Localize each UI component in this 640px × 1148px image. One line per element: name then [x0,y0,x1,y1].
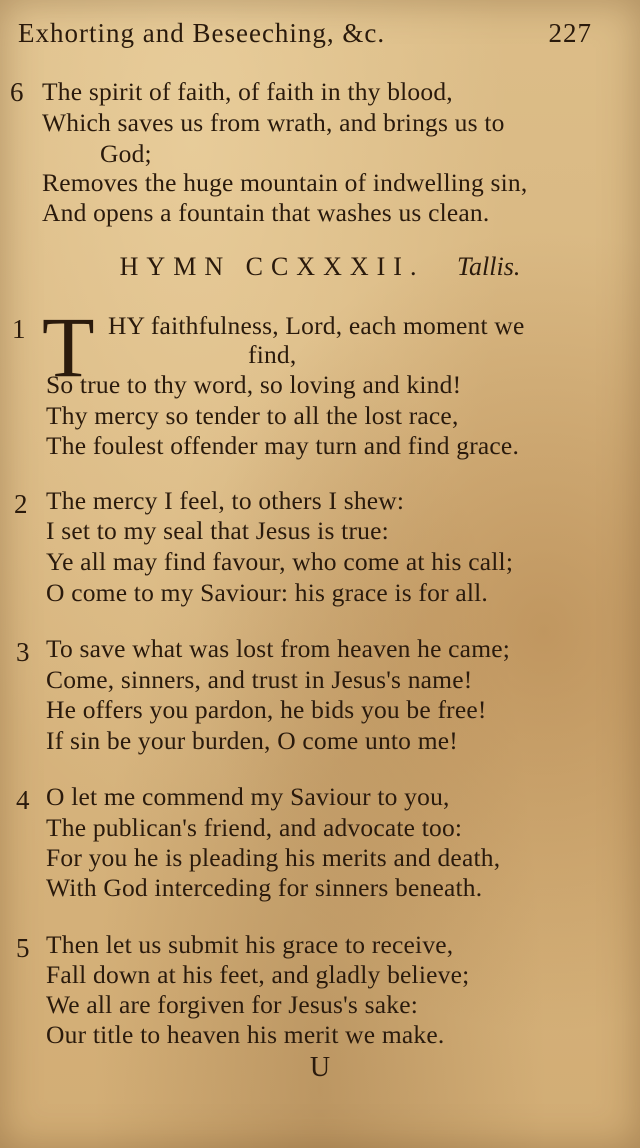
verse-line: HY faithfulness, Lord, each moment we [108,311,525,340]
verse-line: The mercy I feel, to others I shew: [46,486,405,515]
hymn-tune: Tallis. [456,252,521,281]
verse-line: With God interceding for sinners beneath. [46,873,483,902]
verse-line: The spirit of faith, of faith in thy blood, [42,77,453,106]
page-number: 227 [548,18,592,48]
verse-line: For you he is pleading his merits and death, [46,843,501,872]
verse-line: He offers you pardon, he bids you be free! [46,695,487,724]
verse-line: Come, sinners, and trust in Jesus's name! [46,665,473,694]
hymn-heading [0,252,640,282]
verse-line: To save what was lost from heaven he came; [46,634,511,663]
verse-line: I set to my seal that Jesus is true: [46,516,389,545]
verse-line: find, [248,340,297,369]
verse-line: We all are forgiven for Jesus's sake: [46,990,419,1019]
verse-line: If sin be your burden, O come unto me! [46,726,458,755]
verse-line: So true to thy word, so loving and kind! [46,370,462,399]
verse-line: And opens a fountain that washes us clean. [42,198,490,227]
verse-line: O let me commend my Saviour to you, [46,782,450,811]
verse-line: The foulest offender may turn and find grace. [46,431,520,460]
verse-line: Fall down at his feet, and gladly believe; [46,960,470,989]
verse-line: Our title to heaven his merit we make. [46,1020,445,1049]
drop-cap: T [42,299,95,395]
verse-line: The publican's friend, and advocate too: [46,813,463,842]
page-header [18,14,618,54]
verse-line: Which saves us from wrath, and brings us to [42,108,505,137]
verse-number: 1 [12,314,26,344]
verse-line: Then let us submit his grace to receive, [46,930,454,959]
verse-number: 5 [16,933,30,963]
verse-line: O come to my Saviour: his grace is for all. [46,578,489,607]
signature-mark: U [309,1052,331,1083]
hymn-label: HYMN [119,252,232,281]
hymn-number: CCXXXII. [245,252,425,281]
verse-number: 3 [16,637,30,667]
verse-line: Removes the huge mountain of indwelling sin, [42,168,528,197]
verse-line: Ye all may find favour, who come at his call; [46,547,514,576]
verse-line: Thy mercy so tender to all the lost race, [46,401,459,430]
verse-number: 2 [14,489,28,519]
verse-number: 4 [16,785,30,815]
verse-line: God; [100,139,152,168]
verse-number: 6 [10,77,24,107]
running-title: Exhorting and Beseeching, &c. [18,18,386,48]
